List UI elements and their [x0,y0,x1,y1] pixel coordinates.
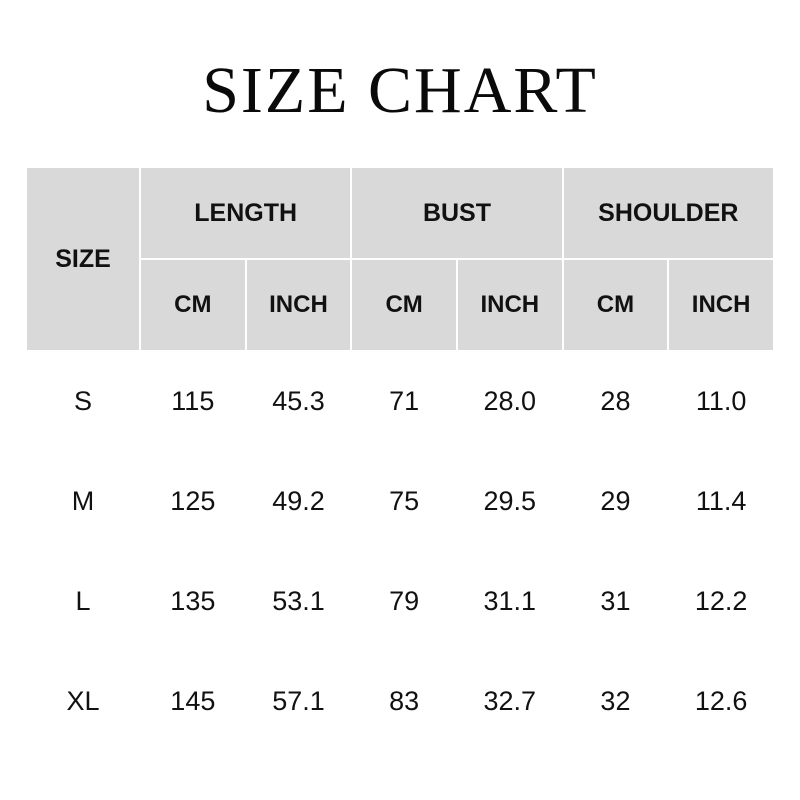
cell-m-shoulder-cm: 29 [563,451,669,551]
cell-xl-shoulder-inch: 12.6 [668,651,774,751]
table-row [26,651,774,751]
cell-l-shoulder-inch: 12.2 [668,551,774,651]
cell-s-bust-inch: 28.0 [457,351,563,451]
row-size-s: S [26,351,140,451]
header-unit-length-cm: CM [140,259,246,351]
cell-s-shoulder-cm: 28 [563,351,669,451]
cell-xl-bust-inch: 32.7 [457,651,563,751]
table-row [26,451,774,551]
header-group-shoulder: SHOULDER [563,167,774,259]
table-row [26,551,774,651]
cell-s-bust-cm: 71 [351,351,457,451]
header-group-bust: BUST [351,167,562,259]
header-size: SIZE [26,167,140,351]
header-unit-bust-inch: INCH [457,259,563,351]
cell-l-length-cm: 135 [140,551,246,651]
cell-s-length-cm: 115 [140,351,246,451]
cell-m-bust-inch: 29.5 [457,451,563,551]
header-group-length: LENGTH [140,167,351,259]
row-size-l: L [26,551,140,651]
row-size-xl: XL [26,651,140,751]
size-chart-table [25,166,775,752]
row-size-m: M [26,451,140,551]
cell-s-shoulder-inch: 11.0 [668,351,774,451]
cell-xl-bust-cm: 83 [351,651,457,751]
cell-m-length-cm: 125 [140,451,246,551]
cell-m-length-inch: 49.2 [246,451,352,551]
page-title: SIZE CHART [202,54,598,127]
table-row [26,351,774,451]
cell-l-length-inch: 53.1 [246,551,352,651]
cell-l-shoulder-cm: 31 [563,551,669,651]
cell-xl-length-cm: 145 [140,651,246,751]
cell-xl-length-inch: 57.1 [246,651,352,751]
header-unit-bust-cm: CM [351,259,457,351]
cell-m-shoulder-inch: 11.4 [668,451,774,551]
header-unit-shoulder-cm: CM [563,259,669,351]
cell-m-bust-cm: 75 [351,451,457,551]
cell-xl-shoulder-cm: 32 [563,651,669,751]
cell-l-bust-cm: 79 [351,551,457,651]
header-unit-shoulder-inch: INCH [668,259,774,351]
cell-l-bust-inch: 31.1 [457,551,563,651]
header-unit-length-inch: INCH [246,259,352,351]
table-header-group-row [26,167,774,259]
cell-s-length-inch: 45.3 [246,351,352,451]
